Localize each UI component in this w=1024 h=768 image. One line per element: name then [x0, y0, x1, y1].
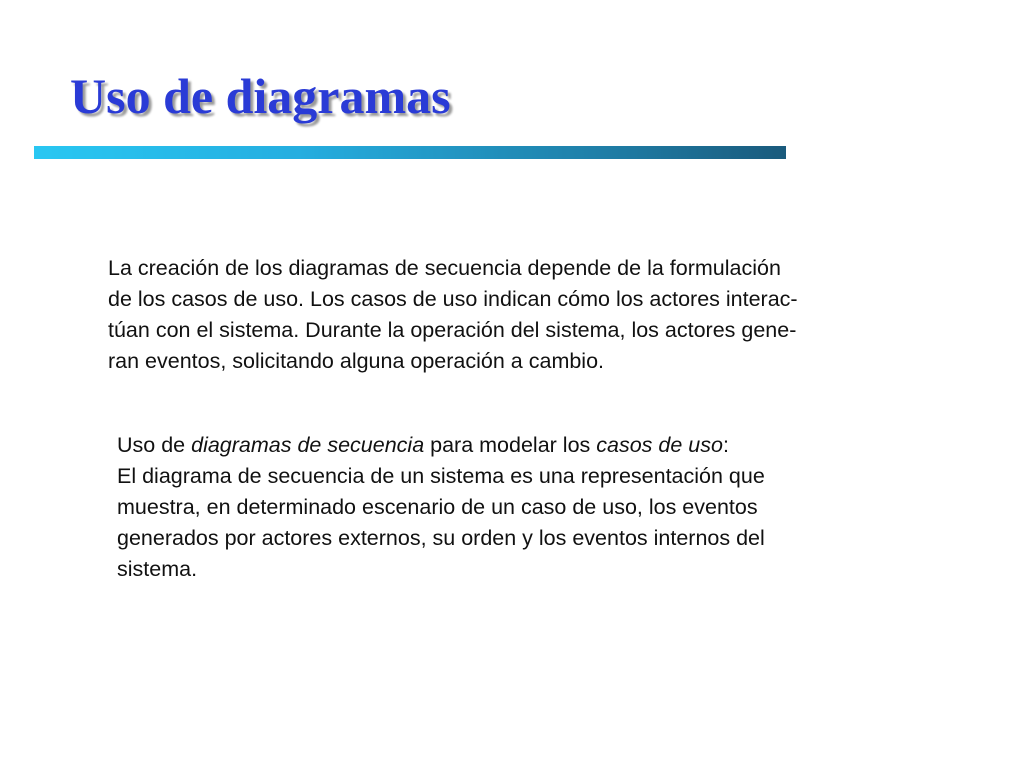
title-underline-bar	[34, 146, 786, 159]
paragraph-line: El diagrama de secuencia de un sistema es una representación que	[117, 464, 765, 488]
paragraph-line: muestra, en determinado escenario de un caso de uso, los eventos	[117, 495, 758, 519]
heading-text: Uso de	[117, 433, 192, 457]
paragraph-line: ran eventos, solicitando alguna operación a cambio.	[108, 349, 605, 373]
paragraph-heading-line	[117, 430, 977, 461]
paragraph-line: generados por actores externos, su orden y los eventos internos del	[117, 526, 765, 550]
heading-italic-term: casos de uso	[596, 433, 723, 457]
heading-italic-term: diagramas de secuencia	[191, 433, 425, 457]
paragraph-line: La creación de los diagramas de secuencia depende de la formulación	[108, 256, 781, 280]
paragraph-line: de los casos de uso. Los casos de uso indican cómo los actores interac-	[108, 287, 798, 311]
paragraph-sequence-diagrams	[117, 430, 977, 585]
paragraph-intro	[108, 253, 968, 377]
paragraph-line: sistema.	[117, 557, 198, 581]
heading-text: para modelar los	[424, 433, 597, 457]
paragraph-line: túan con el sistema. Durante la operación del sistema, los actores gene-	[108, 318, 797, 342]
slide-title: Uso de diagramas	[70, 68, 451, 124]
heading-text: :	[722, 433, 729, 457]
